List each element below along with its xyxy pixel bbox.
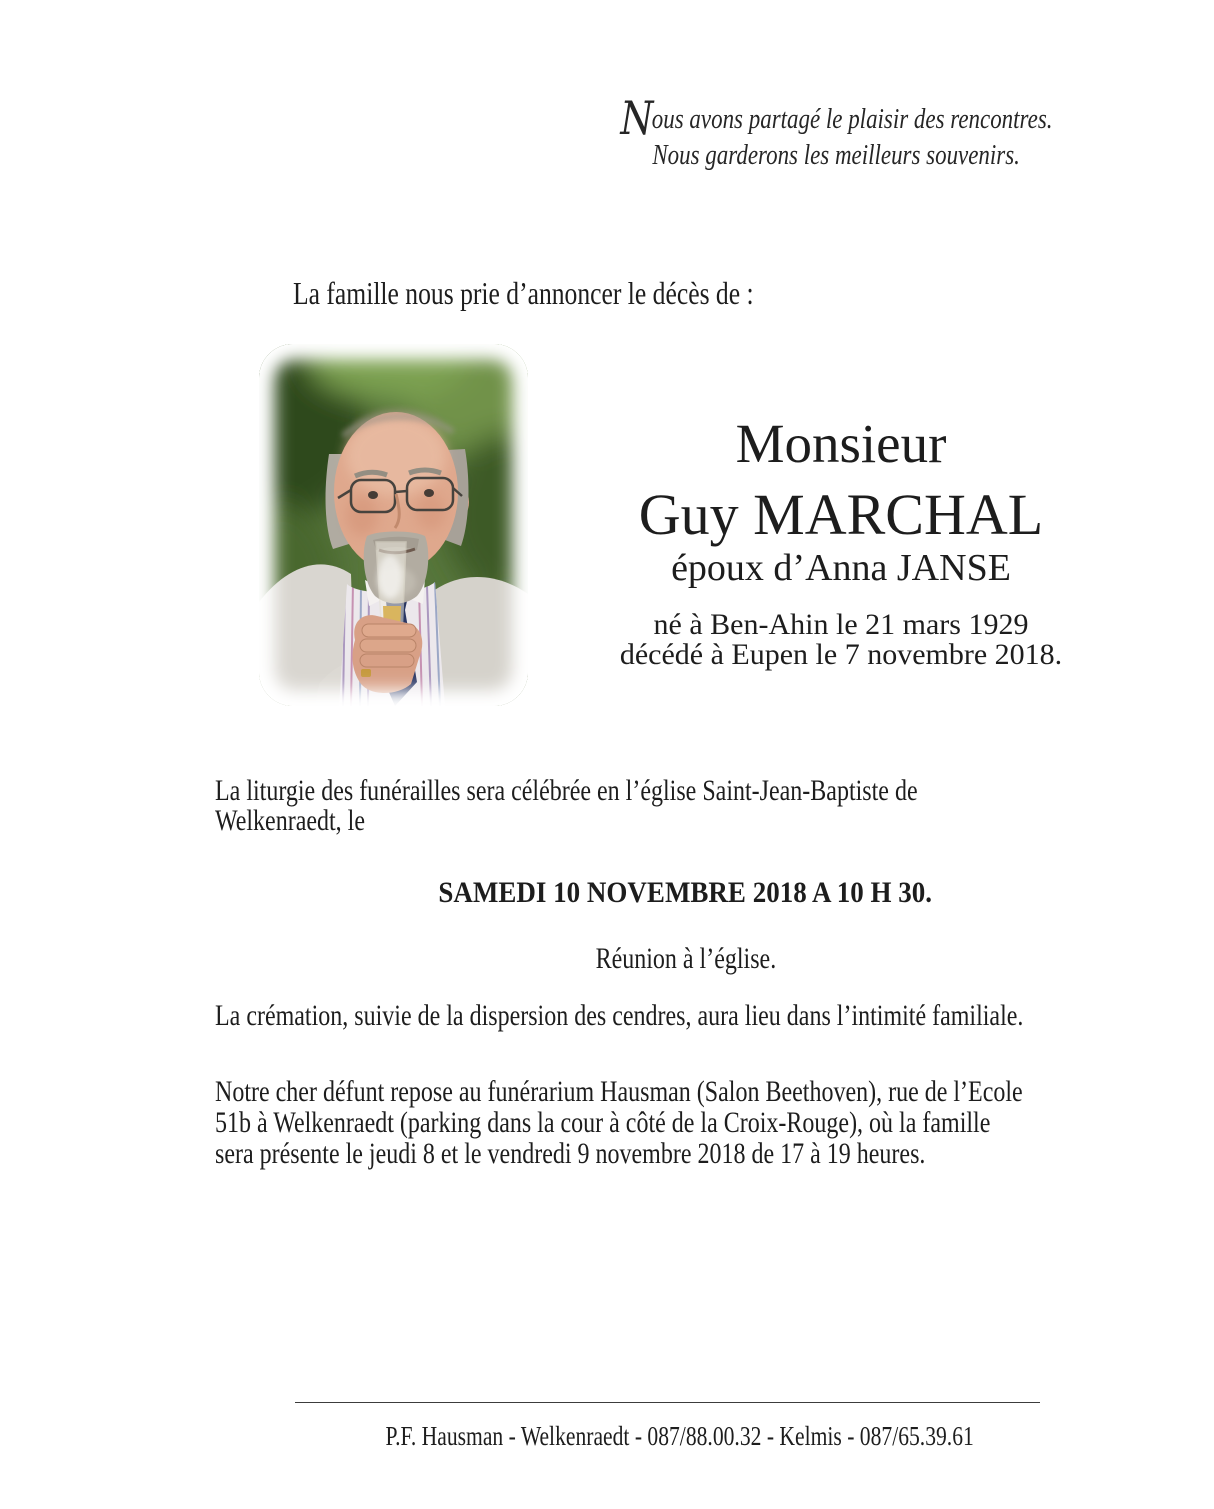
portrait-photo	[259, 344, 528, 706]
repose-paragraph-line-1: Notre cher défunt repose au funérarium Hausman (Salon Beethoven), rue de l’Ecole	[215, 1075, 1023, 1108]
deceased-death-line: décédé à Eupen le 7 novembre 2018.	[619, 638, 1063, 671]
deceased-name-block	[556, 0, 1126, 720]
epigraph-decorative-initial: N	[619, 91, 652, 145]
portrait-illustration	[259, 344, 528, 706]
deceased-name: Guy MARCHAL	[638, 482, 1044, 547]
deceased-relation: époux d’Anna JANSE	[671, 547, 1011, 589]
cremation-line: La crémation, suivie de la dispersion des cendres, aura lieu dans l’intimité familiale.	[215, 999, 1024, 1032]
repose-paragraph-line-2: 51b à Welkenraedt (parking dans la cour à côté de la Croix-Rouge), où la famille	[215, 1106, 991, 1139]
repose-paragraph-line-3: sera présente le jeudi 8 et le vendredi 9 novembre 2018 de 17 à 19 heures.	[215, 1137, 926, 1170]
liturgy-paragraph-line-1: La liturgie des funérailles sera célébrée en l’église Saint-Jean-Baptiste de	[215, 774, 918, 807]
funeral-home-contact: P.F. Hausman - Welkenraedt - 087/88.00.32 - Kelmis - 087/65.39.61	[385, 1421, 975, 1451]
meeting-line: Réunion à l’église.	[595, 942, 776, 975]
deceased-birth-line: né à Ben-Ahin le 21 mars 1929	[653, 608, 1029, 641]
deceased-title: Monsieur	[735, 413, 947, 474]
liturgy-paragraph-line-2: Welkenraedt, le	[215, 804, 365, 837]
announcement-line: La famille nous prie d’annoncer le décès de :	[293, 275, 754, 311]
footer-divider	[295, 1402, 1040, 1403]
ceremony-datetime: SAMEDI 10 NOVEMBRE 2018 A 10 H 30.	[438, 876, 933, 909]
epigraph-line-2: Nous garderons les meilleurs souvenirs.	[652, 140, 1020, 171]
epigraph-line-1-text: ous avons partagé le plaisir des rencontres.	[651, 104, 1053, 135]
